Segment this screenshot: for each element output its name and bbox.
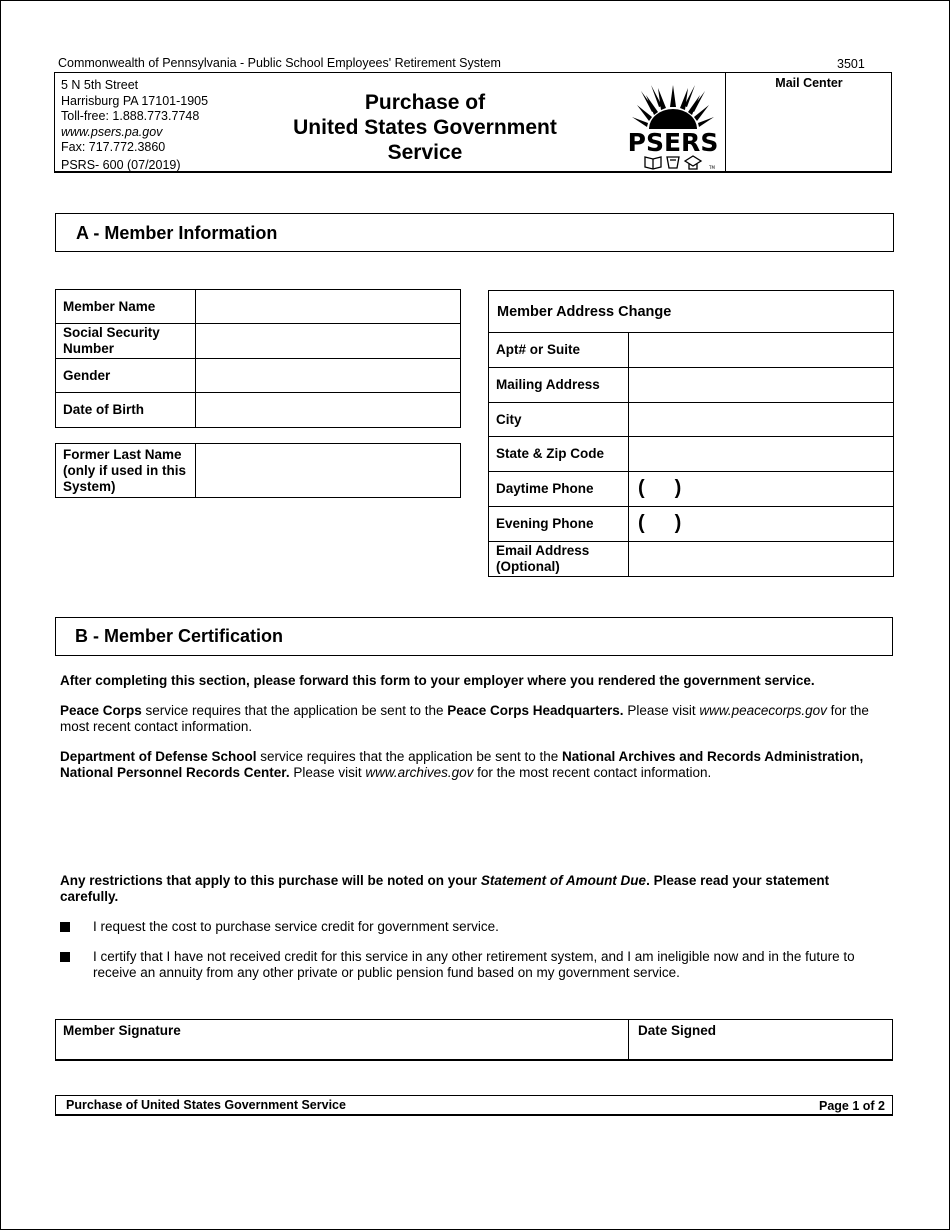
signature-divider — [628, 1020, 629, 1060]
area-code-parens: ( ) — [638, 512, 682, 534]
member-signature-label: Member Signature — [63, 1023, 181, 1038]
agency-name: Commonwealth of Pennsylvania - Public School Employees' Retirement System — [58, 56, 501, 70]
daytime-phone-field[interactable] — [629, 472, 894, 507]
agency-address — [61, 78, 208, 173]
address-change-header-row — [489, 291, 894, 333]
member-name-label: Member Name — [56, 290, 196, 324]
email-label: Email Address (Optional) — [489, 542, 629, 577]
svg-text:TM: TM — [709, 165, 715, 170]
title-line-3: Service — [387, 141, 463, 164]
dob-row — [56, 393, 461, 428]
state-zip-label: State & Zip Code — [489, 437, 629, 472]
forwarding-instruction: After completing this section, please forward this form to your employer where you rendered the government service. — [60, 673, 815, 688]
logo-symbols-icon — [645, 156, 701, 169]
sun-rays-icon — [632, 85, 714, 129]
gender-row — [56, 359, 461, 393]
title-line-1: Purchase of — [364, 91, 486, 114]
form-number: 3501 — [837, 57, 865, 71]
mailing-address-field[interactable] — [629, 368, 894, 403]
mailing-address-label: Mailing Address — [489, 368, 629, 403]
dod-paragraph: Department of Defense School service requires that the application be sent to the National Archives and Records Administration, National Personnel Records Center. Please visit www.archives.gov for the most recent contact information. — [60, 749, 864, 780]
address-change-title: Member Address Change — [489, 291, 894, 333]
website-link[interactable]: www.psers.pa.gov — [61, 124, 163, 139]
daytime-phone-label: Daytime Phone — [489, 472, 629, 507]
member-signature-field[interactable] — [56, 1020, 628, 1060]
signature-box — [55, 1019, 893, 1061]
dob-label: Date of Birth — [56, 393, 196, 428]
form-header — [54, 72, 892, 173]
member-name-row — [56, 290, 461, 324]
section-a-header: A - Member Information — [55, 213, 894, 252]
dob-field[interactable] — [196, 393, 461, 428]
mail-center-label: Mail Center — [775, 76, 843, 90]
page-footer — [55, 1095, 893, 1116]
city-row — [489, 403, 894, 437]
ssn-row — [56, 324, 461, 359]
title-line-2: United States Government — [293, 116, 557, 139]
footer-title: Purchase of United States Government Service — [66, 1098, 346, 1112]
restrictions-notice: Any restrictions that apply to this purchase will be noted on your Statement of Amount Due. Please read your statement carefully. — [60, 873, 830, 904]
city-field[interactable] — [629, 403, 894, 437]
evening-phone-label: Evening Phone — [489, 507, 629, 542]
member-name-field[interactable] — [196, 290, 461, 324]
state-zip-row — [489, 437, 894, 472]
logo-wordmark: PSERS — [627, 128, 719, 157]
peace-corps-link[interactable]: www.peacecorps.gov — [699, 703, 827, 718]
email-row — [489, 542, 894, 577]
peace-corps-paragraph: Peace Corps service requires that the application be sent to the Peace Corps Headquarters. Please visit www.peacecorps.gov for the most recent contact information. — [60, 703, 869, 734]
state-zip-field[interactable] — [629, 437, 894, 472]
daytime-phone-row — [489, 472, 894, 507]
mailing-row — [489, 368, 894, 403]
address-street: 5 N 5th Street — [61, 78, 139, 92]
city-label: City — [489, 403, 629, 437]
square-bullet-icon — [60, 922, 70, 932]
former-last-name-label: Former Last Name (only if used in this System) — [56, 444, 196, 498]
fax-number: Fax: 717.772.3860 — [61, 140, 166, 154]
member-info-table — [55, 289, 461, 428]
ssn-label: Social Security Number — [56, 324, 196, 359]
apt-field[interactable] — [629, 333, 894, 368]
former-name-row — [56, 444, 461, 498]
form-code: PSRS- 600 (07/2019) — [61, 157, 181, 172]
certification-text-1: I request the cost to purchase service credit for government service. — [93, 919, 499, 934]
date-signed-field[interactable] — [630, 1020, 892, 1060]
certification-item-1 — [60, 919, 890, 937]
evening-phone-field[interactable] — [629, 507, 894, 542]
address-city: Harrisburg PA 17101-1905 — [61, 93, 209, 108]
date-signed-label: Date Signed — [638, 1023, 717, 1038]
square-bullet-icon — [60, 952, 70, 962]
apt-label: Apt# or Suite — [489, 333, 629, 368]
apt-row — [489, 333, 894, 368]
former-last-name-field[interactable] — [196, 444, 461, 498]
gender-field[interactable] — [196, 359, 461, 393]
gender-label: Gender — [56, 359, 196, 393]
former-name-table — [55, 443, 461, 498]
address-change-table — [488, 290, 894, 577]
area-code-parens: ( ) — [638, 477, 682, 499]
email-field[interactable] — [629, 542, 894, 577]
psers-logo — [623, 77, 723, 171]
section-b-header: B - Member Certification — [55, 617, 893, 656]
archives-link[interactable]: www.archives.gov — [365, 764, 474, 780]
evening-phone-row — [489, 507, 894, 542]
mail-center-divider — [725, 73, 726, 171]
ssn-field[interactable] — [196, 324, 461, 359]
toll-free-number: Toll-free: 1.888.773.7748 — [61, 109, 200, 123]
page-number: Page 1 of 2 — [819, 1099, 885, 1113]
certification-item-2 — [60, 949, 890, 983]
certification-text-2: I certify that I have not received credit for this service in any other retirement system, and I am ineligible now and in the future to receive an annuity from any other private or public pension fund based on my government service. — [93, 949, 855, 980]
form-title — [260, 90, 590, 165]
